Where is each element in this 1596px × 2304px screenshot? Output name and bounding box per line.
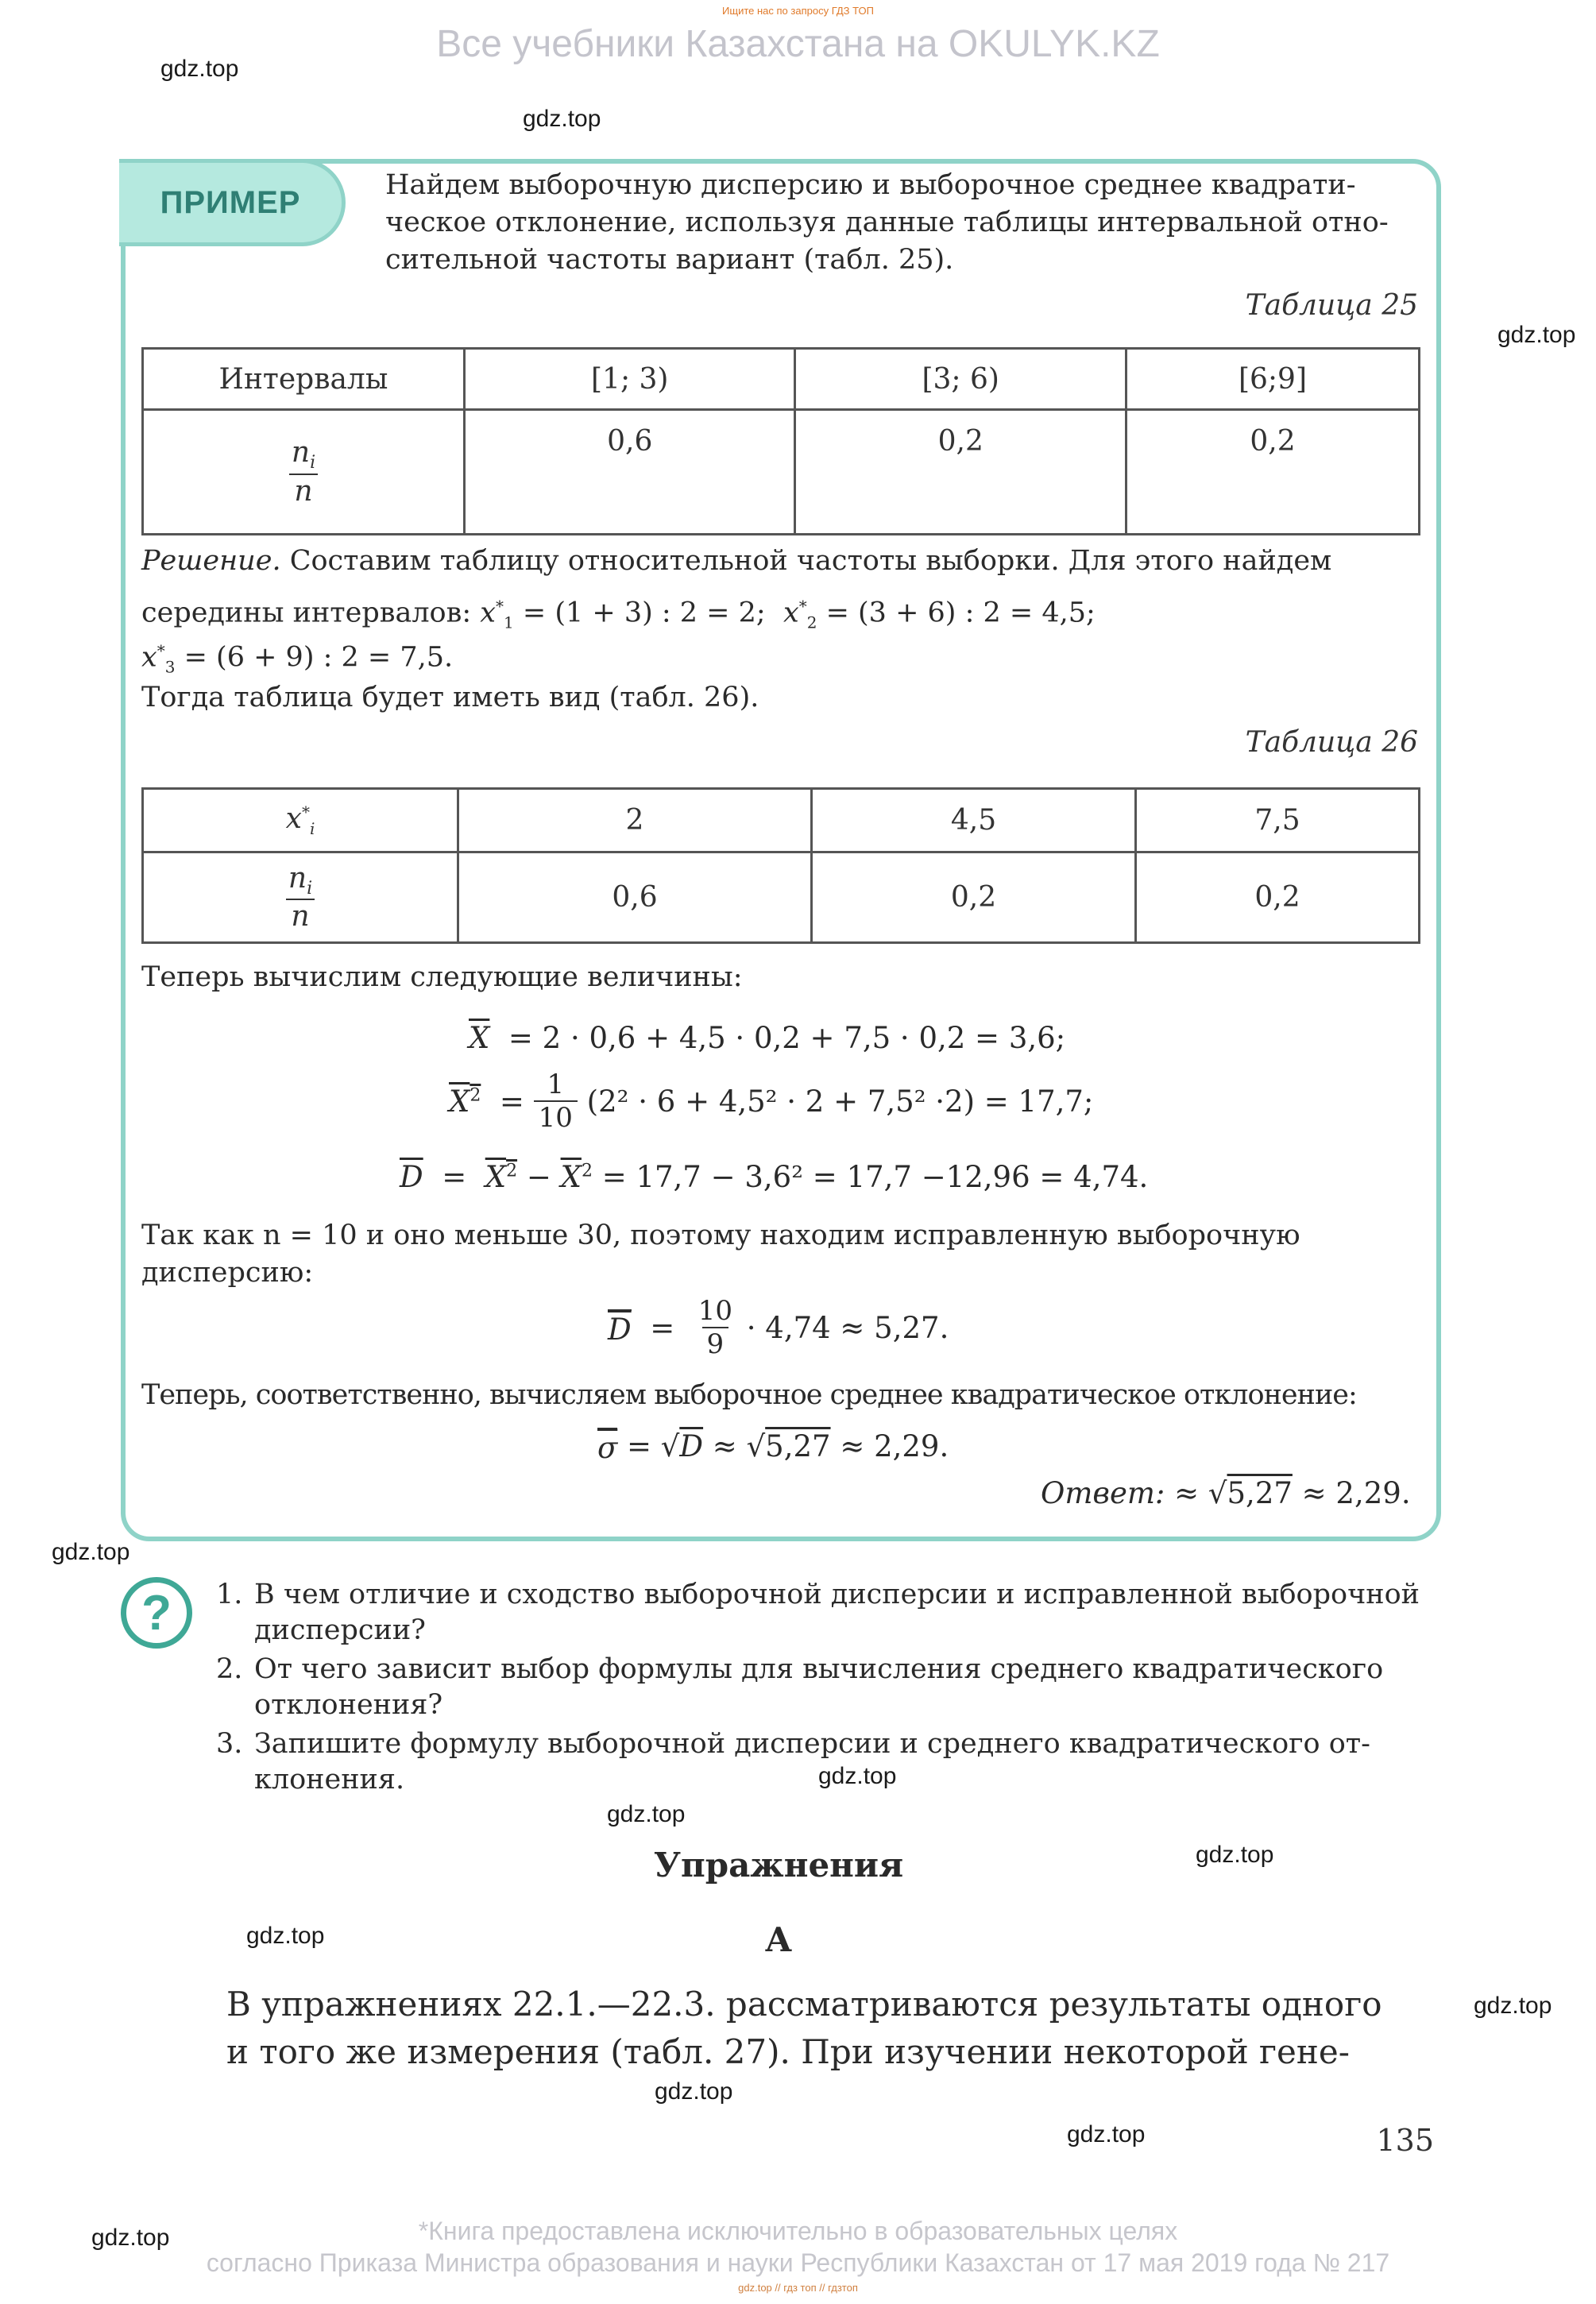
solution-line-1: Решение. Составим таблицу относительной частоты выборки. Для этого найдем: [141, 545, 1332, 577]
relative-frequency-fraction: $\frac{n_i}{n}$: [284, 862, 317, 933]
page-number: 135: [1376, 2123, 1434, 2158]
table26-value: 0,2: [1136, 852, 1420, 943]
footer-tiny-links: gdz.top // гдз топ // гдзтоп: [738, 2282, 858, 2294]
footer-line-2: согласно Приказа Министра образования и науки Республики Казахстан от 17 мая 2019 года № 217: [206, 2248, 1390, 2277]
watermark: gdz.top: [246, 1923, 325, 1949]
table26-x: 4,5: [812, 789, 1136, 852]
watermark: gdz.top: [607, 1801, 686, 1827]
std-intro: Теперь, соответственно, вычисляем выборочное среднее квадратическое отклонение:: [141, 1379, 1357, 1411]
watermark: gdz.top: [1067, 2121, 1146, 2147]
example-intro: [385, 167, 1418, 279]
solution-line-4: Тогда таблица будет иметь вид (табл. 26).: [141, 682, 759, 713]
watermark: gdz.top: [1497, 322, 1576, 348]
table25-caption: Таблица 25: [1245, 289, 1418, 322]
formula-corrected-dispersion: $\overline{D}$ = $\frac{10}{9}$ · 4,74 ≈ 5,27.: [608, 1295, 949, 1360]
question-list: [216, 1577, 1436, 1798]
compute-intro: Теперь вычислим следующие величины:: [141, 961, 743, 993]
formula-std-deviation: $\overline{\sigma}$ = √ D ≈ √ 5,27 ≈ 2,29.: [597, 1429, 949, 1465]
section-letter: А: [764, 1920, 793, 1959]
table26-frac-cell: [143, 852, 458, 943]
solution-line-2: середины интервалов: $x^*_1 = (1 + 3)$ : 2 = 2; $x^*_2 = (3 + 6)$ : 2 = 4,5;: [141, 597, 1096, 632]
exercise-text: В упражнениях 22.1.—22.3. рассматриваются результаты одного и того же измерения (табл. 27). При изучении некоторой гене-: [226, 1985, 1382, 2071]
site-title: Все учебники Казахстана на OKULYK.KZ: [436, 23, 1160, 65]
watermark: gdz.top: [523, 106, 601, 132]
footer-line-1: *Книга предоставлена исключительно в образовательных целях: [418, 2217, 1178, 2245]
fraction-ten-ninths: $\frac{10}{9}$: [698, 1295, 732, 1360]
watermark: gdz.top: [91, 2225, 170, 2251]
question-icon: ?: [121, 1577, 192, 1649]
table25-interval: [6;9]: [1126, 349, 1419, 410]
table-25: [141, 347, 1420, 535]
formula-dispersion: $\overline{D} = X^2 - \overline{X}^2 = 17,7 - 3,6^2 = 17,7 -12,96 = 4,74$.: [400, 1160, 1149, 1194]
example-badge: [119, 159, 346, 246]
question-item: 2. От чего зависит выбор формулы для вычисления среднего квадратического отклонения?: [216, 1653, 1384, 1721]
question-item: 3. Запишите формулу выборочной дисперсии и среднего квадратического от- клонения.: [216, 1728, 1370, 1796]
answer-label: Ответ:: [1041, 1476, 1165, 1510]
solution-label: Решение.: [141, 545, 281, 577]
fraction-one-tenth: $\frac{1}{10}$: [534, 1069, 578, 1134]
table25-interval: [3; 6): [795, 349, 1126, 410]
watermark: gdz.top: [818, 1763, 897, 1789]
search-hint: Ищите нас по запросу ГДЗ ТОП: [722, 5, 874, 17]
watermark: gdz.top: [655, 2078, 733, 2105]
table26-value: 0,2: [812, 852, 1136, 943]
since-text: Так как n = 10 и оно меньше 30, поэтому находим исправленную выборочную дисперсию:: [141, 1220, 1300, 1289]
solution-line-3: $x^*_3 = (6 + 9)$ : 2 = 7,5.: [141, 641, 454, 677]
watermark: gdz.top: [1474, 1993, 1552, 2019]
table26-value: 0,6: [458, 852, 812, 943]
table25-header-label: Интервалы: [143, 349, 465, 410]
question-item: 1. В чем отличие и сходство выборочной дисперсии и исправленной выборочной дисперсии?: [216, 1579, 1420, 1646]
watermark: gdz.top: [52, 1539, 130, 1565]
watermark: gdz.top: [1196, 1842, 1274, 1868]
table25-value: 0,6: [465, 410, 795, 535]
intro-line: сительной частоты вариант (табл. 25).: [385, 244, 954, 276]
table-26: [141, 787, 1420, 944]
relative-frequency-fraction: $\frac{n_i}{n}$: [287, 436, 320, 507]
intro-line: Найдем выборочную дисперсию и выборочное среднее квадрати-: [385, 169, 1356, 201]
table25-interval: [1; 3): [465, 349, 795, 410]
table25-value: 0,2: [795, 410, 1126, 535]
formula-mean: $\overline{X} = 2 \cdot 0,6 + 4,5 \cdot 0,2 + 7,5 \cdot 0,2 = 3,6$;: [469, 1021, 1066, 1055]
table26-x: 7,5: [1136, 789, 1420, 852]
example-badge-label: ПРИМЕР: [160, 184, 301, 220]
table25-value: 0,2: [1126, 410, 1419, 535]
table26-caption: Таблица 26: [1245, 726, 1418, 759]
exercises-heading: Упражнения: [653, 1846, 904, 1885]
answer-line: Ответ: ≈ √ 5,27 ≈ 2,29.: [1041, 1476, 1411, 1510]
intro-line: ческое отклонение, используя данные таблицы интервальной отно-: [385, 207, 1389, 238]
formula-mean-square: $X^2$ = $\frac{1}{10}$ (2² · 6 + 4,5² · 2 + 7,5² ·2) = 17,7;: [449, 1069, 1094, 1134]
table26-x-label: $x^*_i$: [143, 789, 458, 852]
table26-x: 2: [458, 789, 812, 852]
watermark: gdz.top: [160, 56, 239, 82]
table25-frac-cell: [143, 410, 465, 535]
